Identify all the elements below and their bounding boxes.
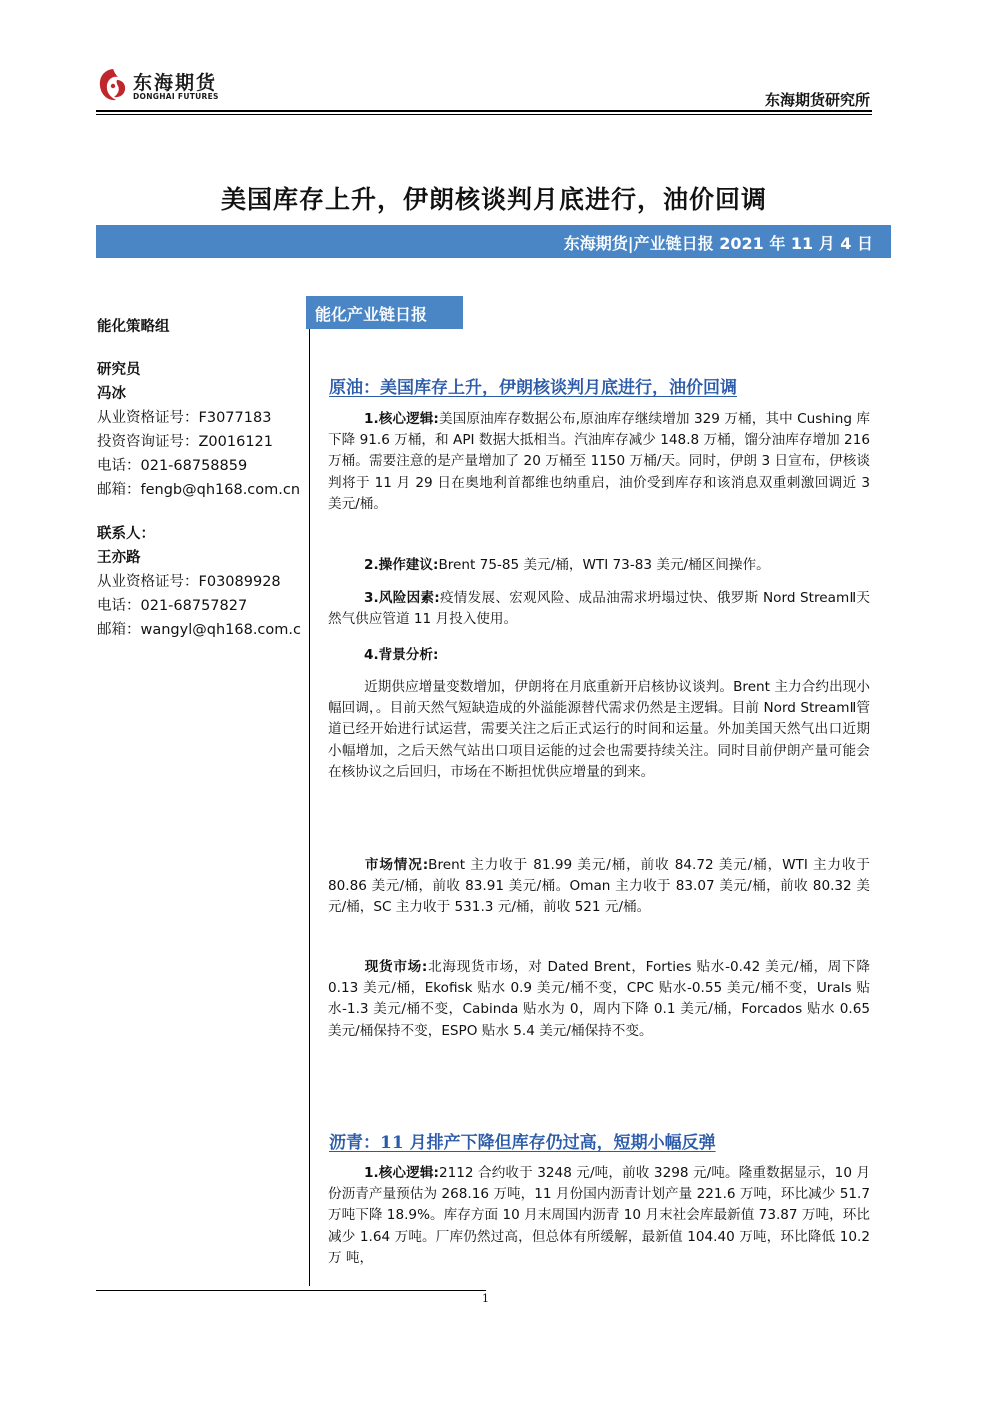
company-logo [96, 66, 236, 106]
researcher-label: 研究员 [97, 362, 141, 378]
crude-market-label: 市场情况: [364, 857, 429, 873]
crude-risk [328, 588, 870, 630]
crude-core-logic [328, 409, 870, 515]
crude-background-text: 近期供应增量变数增加，伊朗将在月底重新开启核协议谈判。Brent 主力合约出现小幅回调，。目前天然气短缺造成的外溢能源替代需求仍然是主逻辑。目前 Nord StreamⅡ管道已经开始进行试运营，需要关注之后正式运行的时间和运量。外加美国天然气出口近期小幅增加，之后天然气站出口项目运能的过会也需要持续关注。同时目前伊朗产量可能会在核协议之后回归，市场在不断担忧供应增量的到来。 [328, 679, 870, 780]
section-tag-text: 能化产业链日报 [315, 305, 428, 324]
researcher-email: 邮箱：fengb@qh168.com.cn [97, 482, 301, 498]
researcher-phone: 电话：021-68758859 [97, 458, 248, 474]
header-rule [96, 110, 872, 112]
asphalt-core-logic-text: 2112 合约收于 3248 元/吨，前收 3298 元/吨。隆重数据显示，10 月份沥青产量预估为 268.16 万吨，11 月份国内沥青计划产量 221.6 万吨，环比减少 51.7 万吨下降 18.9%。库存方面 10 月末周国内沥青 10 月末社会库最新值 73.87 万吨，环比减少 1.64 万吨。厂库仍然过高，但总体有所缓解，最新值 104.40 万吨，环比降低 10.2 万 吨， [328, 1165, 870, 1266]
logo-text-en: DONGHAI FUTURES [133, 92, 219, 101]
contact-name: 王亦路 [97, 550, 141, 566]
asphalt-heading: 沥青：11 月排产下降但库存仍过高，短期小幅反弹 [329, 1133, 716, 1153]
page-number: 1 [482, 1292, 489, 1305]
report-title: 美国库存上升，伊朗核谈判月底进行，油价回调 [220, 185, 767, 214]
asphalt-core-logic-label: 1.核心逻辑: [364, 1165, 439, 1181]
column-divider [309, 296, 310, 1286]
institute-name: 东海期货研究所 [764, 91, 870, 109]
header-rule-thin [96, 114, 872, 115]
crude-operation-label: 2.操作建议: [364, 557, 439, 573]
researcher-name: 冯冰 [97, 386, 126, 402]
researcher-investment-cert: 投资咨询证号：Z0016121 [97, 434, 274, 450]
contact-email: 邮箱：wangyl@qh168.com.c [97, 622, 301, 638]
date-bar-text: 东海期货|产业链日报 2021 年 11 月 4 日 [563, 234, 873, 253]
dragon-logo-icon [96, 66, 130, 104]
researcher-qualification: 从业资格证号：F3077183 [97, 410, 272, 426]
contact-phone: 电话：021-68757827 [97, 598, 248, 614]
crude-core-logic-label: 1.核心逻辑: [364, 411, 439, 427]
crude-core-logic-text: 美国原油库存数据公布,原油库存继续增加 329 万桶，其中 Cushing 库下降 91.6 万桶，和 API 数据大抵相当。汽油库存减少 148.8 万桶，馏分油库存增加 216 万桶。需要注意的是产量增加了 20 万桶至 1150 万桶/天。同时，伊朗 3 日宣布，伊核谈判将于 11 月 29 日在奥地利首都维也纳重启，油价受到库存和该消息双重刺激回调近 3 美元/桶。 [328, 411, 870, 512]
date-bar [96, 225, 891, 258]
logo-text-cn: 东海期货 [133, 72, 218, 94]
crude-heading: 原油：美国库存上升，伊朗核谈判月底进行，油价回调 [329, 378, 737, 398]
crude-risk-text: 疫情发展、宏观风险、成品油需求坍塌过快、俄罗斯 Nord StreamⅡ天然气供应管道 11 月投入使用。 [328, 590, 870, 628]
crude-market [328, 855, 870, 919]
crude-spot-text: 北海现货市场，对 Dated Brent，Forties 贴水-0.42 美元/桶，周下降 0.13 美元/桶，Ekofisk 贴水 0.9 美元/桶不变，CPC 贴水-0.55 美元/桶不变，Urals 贴水-1.3 美元/桶不变，Cabinda 贴水为 0，周内下降 0.1 美元/桶，Forcados 贴水 0.65 美元/桶保持不变，ESPO 贴水 5.4 美元/桶保持不变。 [328, 959, 871, 1039]
crude-background-heading [328, 645, 870, 666]
crude-market-text: Brent 主力收于 81.99 美元/桶，前收 84.72 美元/桶，WTI 主力收于 80.86 美元/桶，前收 83.91 美元/桶。Oman 主力收于 83.07 美元/桶，前收 80.32 美元/桶，SC 主力收于 531.3 元/桶，前收 521 元/桶。 [328, 857, 870, 916]
footer-rule [96, 1290, 486, 1291]
section-tag [306, 296, 463, 329]
crude-spot [328, 957, 870, 1042]
crude-operation-text: Brent 75-85 美元/桶，WTI 73-83 美元/桶区间操作。 [438, 557, 770, 573]
group-name: 能化策略组 [97, 319, 170, 335]
crude-background [328, 677, 870, 783]
contact-label: 联系人： [97, 526, 155, 542]
contact-qualification: 从业资格证号：F03089928 [97, 574, 281, 590]
asphalt-core-logic [328, 1163, 870, 1269]
crude-background-label: 4.背景分析: [364, 647, 439, 663]
crude-risk-label: 3.风险因素: [364, 590, 440, 606]
crude-spot-label: 现货市场: [364, 959, 428, 975]
crude-operation [328, 555, 870, 576]
